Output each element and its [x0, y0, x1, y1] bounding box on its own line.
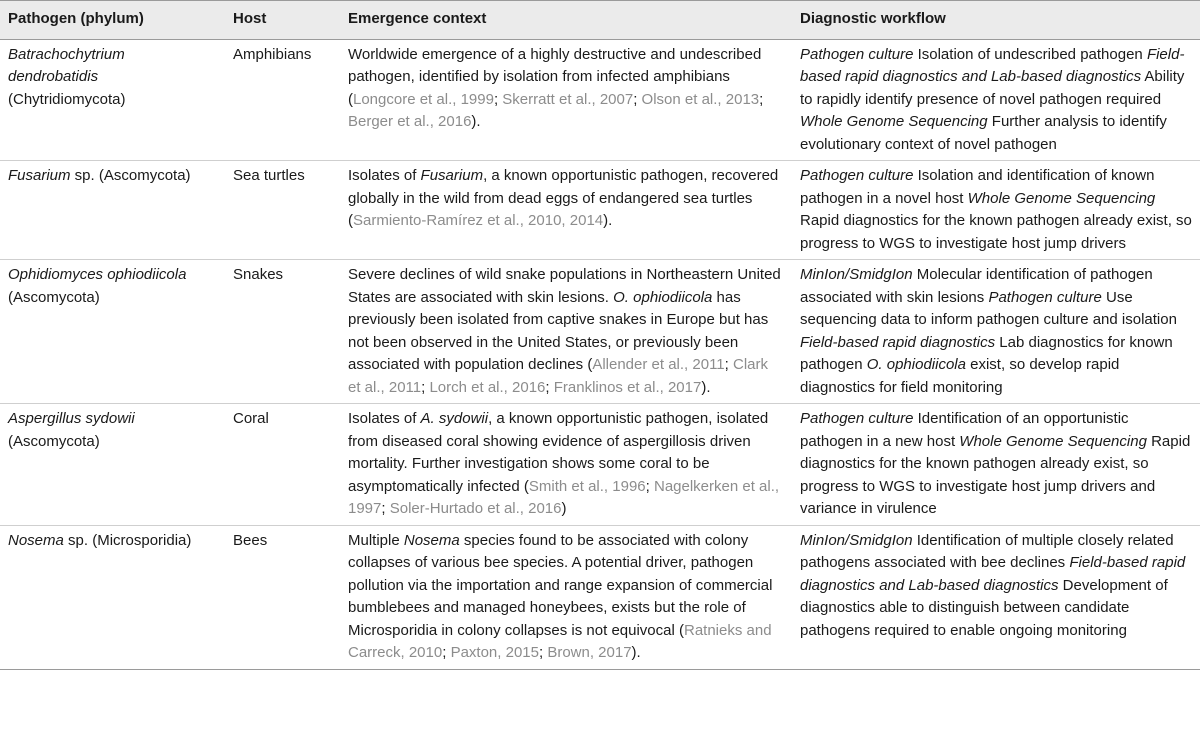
emergence-context-cell [340, 404, 792, 526]
citation-link: Clark et al., 2011 [348, 356, 768, 396]
citation-link: Smith et al., 1996 [528, 477, 646, 495]
context-segment: Isolates of [348, 167, 421, 184]
citation-link: Sarmiento-Ramírez et al., 2010, 2014 [353, 212, 604, 229]
citation-link: Olson et al., 2013 [641, 90, 760, 108]
table-body [0, 39, 1200, 669]
pathogen-segment: (Ascomycota) [8, 288, 100, 306]
pathogen-segment: Fusarium [8, 167, 71, 184]
emergence-context-cell [340, 161, 792, 260]
context-segment: ; [724, 356, 733, 373]
emergence-context-cell [340, 39, 792, 161]
pathogen-cell [0, 260, 225, 404]
context-segment: , a known opportunistic pathogen, recovered globally in the wild from dead eggs of endangered sea turtles ( [348, 167, 779, 229]
workflow-segment: O. ophiodiicola [866, 356, 966, 373]
pathogen-cell [0, 404, 225, 526]
workflow-segment: MinIon/SmidgIon [800, 531, 913, 549]
workflow-segment: Field-based rapid diagnostics [800, 333, 996, 351]
workflow-segment: Identification of multiple closely related pathogens associated with bee declines [800, 531, 1174, 571]
workflow-segment: Ability to rapidly identify presence of novel pathogen required [800, 68, 1185, 108]
pathogen-segment: Batrachochytrium dendrobatidis [8, 45, 125, 85]
workflow-segment: MinIon/SmidgIon [800, 266, 913, 283]
pathogen-cell [0, 525, 225, 669]
pathogen-cell [0, 39, 225, 161]
context-segment: ). [603, 212, 613, 229]
diagnostic-workflow-cell [792, 260, 1200, 404]
context-segment: Multiple [348, 531, 404, 549]
context-segment: ; [493, 90, 503, 108]
table-header [0, 1, 1200, 40]
context-segment: ; [545, 378, 554, 396]
workflow-segment: Pathogen culture [988, 288, 1102, 306]
context-segment: ). [701, 378, 711, 396]
citation-link: Skerratt et al., 2007 [502, 90, 634, 108]
workflow-segment: Whole Genome Sequencing [959, 432, 1147, 450]
context-segment: ; [538, 644, 548, 661]
citation-link: Allender et al., 2011 [592, 356, 725, 373]
context-segment: has previously been isolated from captive snakes in Europe but has not been observed in the United States, or previously been associated with population declines ( [348, 288, 769, 373]
workflow-segment: Pathogen culture [800, 410, 914, 427]
citation-link: Lorch et al., 2016 [429, 378, 546, 396]
header-diagnostic-workflow: Diagnostic workflow [792, 1, 1200, 40]
workflow-segment: Rapid diagnostics for the known pathogen already exist, so progress to WGS to investigate host jump drivers and variance in virulence [800, 432, 1191, 517]
workflow-segment: Pathogen culture [800, 45, 914, 63]
workflow-segment: Isolation and identification of known pathogen in a novel host [800, 167, 1155, 207]
context-segment: Severe declines of wild snake populations in Northeastern United States are associated with skin lesions. [348, 266, 781, 306]
emergence-context-cell [340, 525, 792, 669]
citation-link: Soler-Hurtado et al., 2016 [389, 500, 562, 517]
diagnostic-workflow-cell [792, 39, 1200, 161]
citation-link: Franklinos et al., 2017 [553, 378, 702, 396]
pathogen-segment: sp. (Ascomycota) [70, 167, 191, 184]
workflow-segment: exist, so develop rapid diagnostics for field monitoring [800, 356, 1120, 396]
table-row [0, 260, 1200, 404]
citation-link: Paxton, 2015 [450, 644, 539, 661]
pathogen-segment: Aspergillus sydowii [8, 410, 135, 427]
citation-link: Ratnieks and Carreck, 2010 [348, 621, 772, 661]
emergence-context-cell [340, 260, 792, 404]
context-segment: A. sydowii [420, 410, 489, 427]
workflow-segment: Rapid diagnostics for the known pathogen already exist, so progress to WGS to investigate host jump drivers [800, 212, 1192, 252]
context-segment: ). [631, 644, 641, 661]
context-segment: Fusarium [420, 167, 484, 184]
host-cell: Sea turtles [225, 161, 340, 260]
context-segment: ; [421, 378, 430, 396]
context-segment: ) [561, 500, 567, 517]
header-row [0, 1, 1200, 40]
workflow-segment: Isolation of undescribed pathogen [913, 45, 1147, 63]
diagnostic-workflow-cell [792, 525, 1200, 669]
context-segment: ; [633, 90, 642, 108]
workflow-segment: Lab diagnostics for known pathogen [800, 333, 1173, 373]
pathogen-segment: (Ascomycota) [8, 432, 100, 450]
pathogen-segment: sp. (Microsporidia) [63, 531, 192, 549]
host-cell: Amphibians [225, 39, 340, 161]
diagnostic-workflow-cell [792, 404, 1200, 526]
workflow-segment: Identification of an opportunistic pathogen in a new host [800, 410, 1129, 450]
context-segment: , a known opportunistic pathogen, isolated from diseased coral showing evidence of aspergillosis driven mortality. Further investigation shows some coral to be asymptomatically infected ( [348, 410, 769, 495]
workflow-segment: Whole Genome Sequencing [967, 189, 1156, 207]
context-segment: ; [381, 500, 390, 517]
header-host: Host [225, 1, 340, 40]
citation-link: Longcore et al., 1999 [353, 90, 494, 108]
pathogen-segment: (Chytridiomycota) [8, 90, 126, 108]
workflow-segment: Development of diagnostics able to distinguish between candidate pathogens required to enable ongoing monitoring [800, 576, 1168, 639]
workflow-segment: Use sequencing data to inform pathogen culture and isolation [800, 288, 1177, 328]
workflow-segment: Further analysis to identify evolutionary context of novel pathogen [800, 113, 1167, 153]
pathogen-cell [0, 161, 225, 260]
context-segment: ; [645, 477, 654, 495]
host-cell: Coral [225, 404, 340, 526]
context-segment: ; [442, 644, 451, 661]
host-cell: Bees [225, 525, 340, 669]
citation-link: Berger et al., 2016 [348, 113, 472, 130]
citation-link: Nagelkerken et al., 1997 [348, 477, 780, 517]
table-row [0, 525, 1200, 669]
pathogen-segment: Nosema [8, 531, 64, 549]
header-pathogen: Pathogen (phylum) [0, 1, 225, 40]
context-segment: ). [471, 113, 481, 130]
context-segment: ; [759, 90, 764, 108]
workflow-segment: Field-based rapid diagnostics and Lab-based diagnostics [800, 554, 1186, 594]
pathogen-segment: Ophidiomyces ophiodiicola [8, 266, 187, 283]
context-segment: Isolates of [348, 410, 421, 427]
context-segment: Nosema [403, 531, 460, 549]
header-emergence-context: Emergence context [340, 1, 792, 40]
workflow-segment: Pathogen culture [800, 167, 914, 184]
table-row [0, 404, 1200, 526]
host-cell: Snakes [225, 260, 340, 404]
table-row [0, 161, 1200, 260]
workflow-segment: Molecular identification of pathogen associated with skin lesions [800, 266, 1153, 306]
table-row [0, 39, 1200, 161]
context-segment: Worldwide emergence of a highly destructive and undescribed pathogen, identified by isolation from infected amphibians ( [348, 45, 762, 108]
citation-link: Brown, 2017 [547, 644, 632, 661]
context-segment: species found to be associated with colony collapses of various bee species. A potential driver, pathogen pollution via the importation and range expansion of commercial bumblebees and managed honeybees, exists but the role of Microsporidia in colony collapses is not equivocal ( [348, 531, 773, 639]
context-segment: O. ophiodiicola [613, 288, 713, 306]
workflow-segment: Whole Genome Sequencing [800, 113, 988, 130]
workflow-segment: Field-based rapid diagnostics and Lab-based diagnostics [800, 45, 1185, 85]
diagnostic-workflow-cell [792, 161, 1200, 260]
